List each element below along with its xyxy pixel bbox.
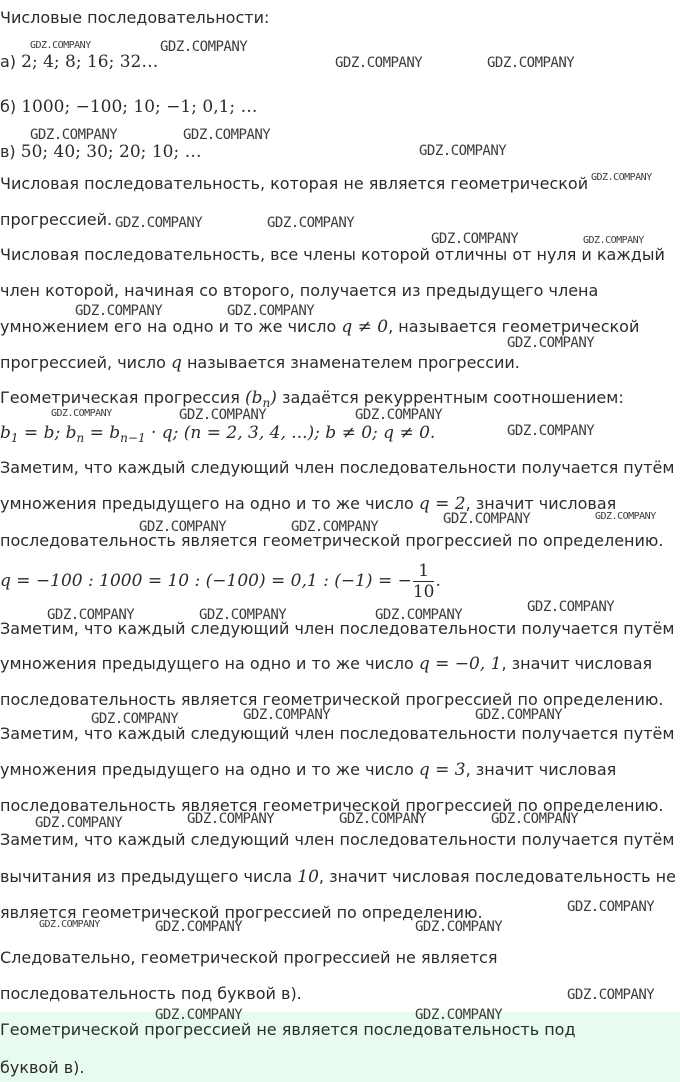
sequence-b	[0, 97, 680, 117]
recurrence-seq-sub: n	[262, 396, 271, 410]
analysis-a-line3: последовательность является геометрической прогрессией по определению.	[0, 531, 664, 550]
answer-line1: Геометрической прогрессией не является последовательность под	[0, 1020, 576, 1039]
analysis-a-math: q = 2	[418, 494, 466, 514]
analysis-c-line1: Заметим, что каждый следующий член последовательности получается путём	[0, 724, 675, 743]
analysis-a-line1: Заметим, что каждый следующий член последовательности получается путём	[0, 458, 675, 477]
watermark: GDZ.COMPANY	[30, 127, 118, 143]
watermark: GDZ.COMPANY	[51, 408, 112, 419]
not-geom-def-line2: прогрессией.	[0, 210, 113, 229]
conclusion-line2: последовательность под буквой в).	[0, 984, 302, 1003]
analysis-d-text: вычитания из предыдущего числа	[0, 867, 298, 886]
watermark: GDZ.COMPANY	[335, 55, 423, 71]
sequence-b-expr: 1000; −100; 10; −1; 0,1; …	[21, 97, 258, 117]
watermark: GDZ.COMPANY	[491, 811, 579, 827]
definition-line1: Числовая последовательность, все члены которой отличны от нуля и каждый	[0, 245, 665, 264]
watermark: GDZ.COMPANY	[267, 215, 355, 231]
watermark: GDZ.COMPANY	[187, 811, 275, 827]
q-fraction	[413, 561, 435, 602]
watermark: GDZ.COMPANY	[115, 215, 203, 231]
watermark: GDZ.COMPANY	[415, 919, 503, 935]
analysis-a-text: умножения предыдущего на одно и то же число	[0, 494, 419, 513]
watermark: GDZ.COMPANY	[339, 811, 427, 827]
watermark: GDZ.COMPANY	[355, 407, 443, 423]
definition-line4-tail: называется знаменателем прогрессии.	[181, 353, 520, 372]
definition-line2: член которой, начиная со второго, получается из предыдущего члена	[0, 281, 599, 300]
q-fraction-num: 1	[413, 561, 435, 582]
analysis-c-tail: , значит числовая	[465, 760, 617, 779]
watermark: GDZ.COMPANY	[415, 1007, 503, 1023]
watermark: GDZ.COMPANY	[291, 519, 379, 535]
watermark: GDZ.COMPANY	[183, 127, 271, 143]
analysis-d-line3: является геометрической прогрессией по определению.	[0, 903, 483, 922]
watermark: GDZ.COMPANY	[419, 143, 507, 159]
recurrence-seq: (b	[244, 388, 263, 408]
analysis-b-line1: Заметим, что каждый следующий член последовательности получается путём	[0, 619, 675, 638]
analysis-d-line1: Заметим, что каждый следующий член последовательности получается путём	[0, 830, 675, 849]
sequence-a-label: а)	[0, 52, 17, 71]
definition-line4-math: q	[170, 353, 182, 373]
watermark: GDZ.COMPANY	[243, 707, 331, 723]
watermark: GDZ.COMPANY	[527, 599, 615, 615]
formula-part-1: = b; b	[18, 423, 77, 443]
analysis-c-line3: последовательность является геометрической прогрессией по определению.	[0, 796, 664, 815]
definition-line3	[0, 317, 680, 337]
q-calculation	[0, 558, 680, 604]
watermark: GDZ.COMPANY	[35, 815, 123, 831]
watermark: GDZ.COMPANY	[139, 519, 227, 535]
formula-sub-n-1: n−1	[120, 431, 146, 445]
analysis-b-math: q = −0, 1	[418, 654, 502, 674]
q-calc-expr: q = −100 : 1000 = 10 : (−100) = 0,1 : (−1) = −	[0, 571, 412, 591]
analysis-a-tail: , значит числовая	[465, 494, 617, 513]
recurrence-line1	[0, 388, 680, 409]
answer-line2: буквой в).	[0, 1058, 85, 1077]
watermark: GDZ.COMPANY	[39, 919, 100, 930]
watermark: GDZ.COMPANY	[75, 303, 163, 319]
analysis-c-text: умножения предыдущего на одно и то же число	[0, 760, 419, 779]
conclusion-line1: Следовательно, геометрической прогрессией не является	[0, 948, 498, 967]
formula-part-2: = b	[84, 423, 121, 443]
definition-line3-math: q ≠ 0	[341, 317, 389, 337]
analysis-d-math: 10	[297, 867, 319, 887]
sequence-c-expr: 50; 40; 30; 20; 10; …	[20, 142, 202, 162]
analysis-a-line2	[0, 494, 680, 514]
analysis-b-tail: , значит числовая	[501, 654, 653, 673]
watermark: GDZ.COMPANY	[431, 231, 519, 247]
formula-sub-n: n	[76, 431, 85, 445]
watermark: GDZ.COMPANY	[30, 40, 91, 51]
watermark: GDZ.COMPANY	[475, 707, 563, 723]
sequence-c-label: в)	[0, 142, 16, 161]
q-calc-tail: .	[435, 571, 441, 591]
watermark: GDZ.COMPANY	[155, 919, 243, 935]
watermark: GDZ.COMPANY	[487, 55, 575, 71]
analysis-c-line2	[0, 760, 680, 780]
analysis-b-line2	[0, 654, 680, 674]
watermark: GDZ.COMPANY	[227, 303, 315, 319]
watermark: GDZ.COMPANY	[47, 607, 135, 623]
watermark: GDZ.COMPANY	[583, 235, 644, 246]
q-fraction-den: 10	[412, 582, 435, 602]
not-geom-def-line1: Числовая последовательность, которая не является геометрической	[0, 174, 589, 193]
formula-b: b	[0, 423, 11, 443]
watermark: GDZ.COMPANY	[91, 711, 179, 727]
definition-line3-text: умножением его на одно и то же число	[0, 317, 342, 336]
watermark: GDZ.COMPANY	[567, 899, 655, 915]
watermark: GDZ.COMPANY	[591, 172, 652, 183]
watermark: GDZ.COMPANY	[199, 607, 287, 623]
recurrence-intro-tail: задаётся рекуррентным соотношением:	[276, 388, 624, 407]
definition-line4-text: прогрессией, число	[0, 353, 171, 372]
sequence-c	[0, 142, 680, 162]
analysis-b-line3: последовательность является геометрической прогрессией по определению.	[0, 690, 664, 709]
analysis-c-math: q = 3	[418, 760, 466, 780]
analysis-b-text: умножения предыдущего на одно и то же число	[0, 654, 419, 673]
watermark: GDZ.COMPANY	[595, 511, 656, 522]
definition-line3-tail: , называется геометрической	[388, 317, 640, 336]
definition-line4	[0, 353, 680, 373]
watermark: GDZ.COMPANY	[507, 335, 595, 351]
recurrence-intro: Геометрическая прогрессия	[0, 388, 245, 407]
watermark: GDZ.COMPANY	[179, 407, 267, 423]
analysis-d-line2	[0, 867, 680, 887]
page-heading: Числовые последовательности:	[0, 8, 270, 27]
watermark: GDZ.COMPANY	[160, 39, 248, 55]
formula-sub-1: 1	[10, 431, 19, 445]
recurrence-seq-close: )	[270, 388, 277, 408]
sequence-b-label: б)	[0, 97, 17, 116]
watermark: GDZ.COMPANY	[507, 423, 595, 439]
sequence-a-expr: 2; 4; 8; 16; 32…	[21, 52, 159, 72]
watermark: GDZ.COMPANY	[443, 511, 531, 527]
formula-part-3: · q; (n = 2, 3, 4, ...); b ≠ 0; q ≠ 0.	[145, 423, 436, 443]
watermark: GDZ.COMPANY	[375, 607, 463, 623]
watermark: GDZ.COMPANY	[567, 987, 655, 1003]
watermark: GDZ.COMPANY	[155, 1007, 243, 1023]
analysis-d-tail: , значит числовая последовательность не	[318, 867, 676, 886]
